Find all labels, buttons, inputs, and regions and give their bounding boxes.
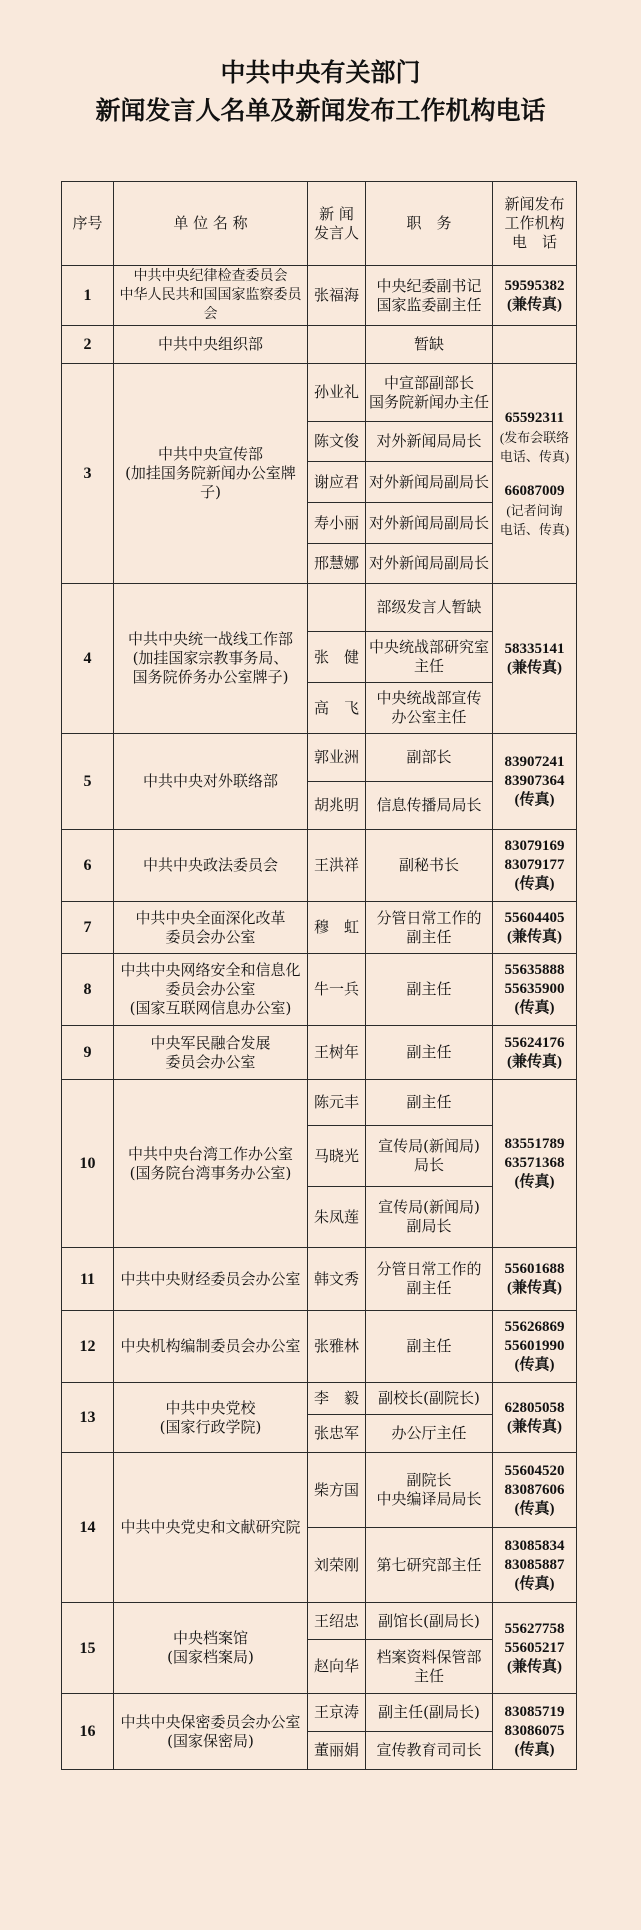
- spokesman-name: 李 毅: [308, 1383, 366, 1415]
- phone: [493, 1603, 577, 1694]
- phone: [493, 1248, 577, 1311]
- table-row: [62, 902, 577, 954]
- position: 办公厅主任: [366, 1415, 493, 1453]
- spokesman-name: 刘荣刚: [308, 1528, 366, 1603]
- phone-number: 83085834 83085887: [504, 1537, 565, 1573]
- row-no: 7: [62, 902, 114, 954]
- row-no: 6: [62, 830, 114, 902]
- position: 副主任: [366, 954, 493, 1026]
- spokesman-name: 王洪祥: [308, 830, 366, 902]
- position: 中央统战部研究室 主任: [366, 632, 493, 683]
- position: 宣传教育司司长: [366, 1732, 493, 1770]
- spokesman-name: 胡兆明: [308, 782, 366, 830]
- spokesman-name: 王绍忠: [308, 1603, 366, 1640]
- phone: [493, 1311, 577, 1383]
- row-no: 4: [62, 584, 114, 734]
- phone-note: (传真): [514, 1357, 555, 1373]
- spokesman-name: 王京涛: [308, 1694, 366, 1732]
- spokesman-name: 孙业礼: [308, 364, 366, 422]
- phone-note: (兼传真): [507, 1053, 562, 1070]
- phone-number: 62805058: [504, 1399, 565, 1416]
- row-no: 5: [62, 734, 114, 830]
- position: 对外新闻局副局长: [366, 544, 493, 584]
- position: 暂缺: [366, 326, 493, 364]
- phone: [493, 1453, 577, 1528]
- spokesman-name: 赵向华: [308, 1640, 366, 1694]
- table-row: [62, 584, 577, 632]
- unit-name: 中共中央台湾工作办公室 (国务院台湾事务办公室): [114, 1080, 308, 1248]
- phone: [493, 1694, 577, 1770]
- phone-number: 59595382: [504, 277, 565, 294]
- row-no: 10: [62, 1080, 114, 1248]
- phone-number: 55627758 55605217: [504, 1620, 565, 1656]
- title-line-2: 新闻发言人名单及新闻发布工作机构电话: [95, 96, 546, 125]
- table-header-row: [62, 182, 577, 266]
- table-row: [62, 266, 577, 326]
- table-row: [62, 326, 577, 364]
- phone: [493, 326, 577, 364]
- table-row: [62, 1311, 577, 1383]
- phone-number: 55626869 55601990: [504, 1319, 565, 1354]
- phone-note: (传真): [514, 1575, 555, 1592]
- position: 分管日常工作的 副主任: [366, 902, 493, 954]
- position: 分管日常工作的 副主任: [366, 1248, 493, 1311]
- phone: [493, 830, 577, 902]
- spokesman-name: 张忠军: [308, 1415, 366, 1453]
- unit-name: 中共中央全面深化改革 委员会办公室: [114, 902, 308, 954]
- header-unit: 单 位 名 称: [114, 182, 308, 266]
- table-row: [62, 734, 577, 782]
- phone-note: (传真): [514, 1500, 555, 1517]
- phone-note: (传真): [514, 792, 555, 808]
- header-no: 序号: [62, 182, 114, 266]
- unit-name: 中共中央组织部: [114, 326, 308, 364]
- row-no: 2: [62, 326, 114, 364]
- position: 中宣部副部长 国务院新闻办主任: [366, 364, 493, 422]
- phone-number: 55624176: [504, 1034, 565, 1051]
- spokesman-table: [61, 181, 577, 1770]
- position: 副主任: [366, 1311, 493, 1383]
- table-row: [62, 1603, 577, 1640]
- spokesman-name: 郭业洲: [308, 734, 366, 782]
- position: 副院长 中央编译局局长: [366, 1453, 493, 1528]
- position: 副主任: [366, 1080, 493, 1126]
- phone: [493, 734, 577, 830]
- row-no: 12: [62, 1311, 114, 1383]
- position: 副秘书长: [366, 830, 493, 902]
- position: 副主任(副局长): [366, 1694, 493, 1732]
- phone: [493, 902, 577, 954]
- phone: [493, 364, 577, 584]
- phone: [493, 1528, 577, 1603]
- table-row: [62, 364, 577, 422]
- position: 中央纪委副书记 国家监委副主任: [366, 266, 493, 326]
- position: 宣传局(新闻局) 局长: [366, 1126, 493, 1187]
- row-no: 13: [62, 1383, 114, 1453]
- title-line-1: 中共中央有关部门: [220, 58, 421, 87]
- spokesman-name: 谢应君: [308, 462, 366, 503]
- table-row: [62, 954, 577, 1026]
- position: 中央统战部宣传 办公室主任: [366, 683, 493, 734]
- unit-name: 中共中央宣传部 (加挂国务院新闻办公室牌子): [114, 364, 308, 584]
- table-row: [62, 1080, 577, 1126]
- unit-name: 中央档案馆 (国家档案局): [114, 1603, 308, 1694]
- spokesman-name: [308, 326, 366, 364]
- unit-name: 中共中央纪律检查委员会 中华人民共和国国家监察委员会: [114, 266, 308, 326]
- spokesman-name: 柴方国: [308, 1453, 366, 1528]
- phone-number: 65592311: [504, 409, 565, 426]
- phone-note: (传真): [514, 1742, 555, 1758]
- row-no: 8: [62, 954, 114, 1026]
- spokesman-name: 陈文俊: [308, 422, 366, 462]
- table-row: [62, 1248, 577, 1311]
- unit-name: 中共中央统一战线工作部 (加挂国家宗教事务局、 国务院侨务办公室牌子): [114, 584, 308, 734]
- spokesman-name: [308, 584, 366, 632]
- phone-note: (兼传真): [507, 296, 562, 313]
- position: 部级发言人暂缺: [366, 584, 493, 632]
- phone: [493, 1080, 577, 1248]
- table-row: [62, 830, 577, 902]
- spokesman-name: 邢慧娜: [308, 544, 366, 584]
- row-no: 3: [62, 364, 114, 584]
- row-no: 11: [62, 1248, 114, 1311]
- spokesman-name: 张福海: [308, 266, 366, 326]
- spokesman-name: 陈元丰: [308, 1080, 366, 1126]
- phone-number: 55604405: [504, 909, 565, 926]
- unit-name: 中央军民融合发展 委员会办公室: [114, 1026, 308, 1080]
- spokesman-name: 朱凤莲: [308, 1187, 366, 1248]
- spokesman-name: 高 飞: [308, 683, 366, 734]
- table-row: [62, 1383, 577, 1415]
- row-no: 14: [62, 1453, 114, 1603]
- position: 对外新闻局副局长: [366, 462, 493, 503]
- row-no: 15: [62, 1603, 114, 1694]
- row-no: 16: [62, 1694, 114, 1770]
- phone: [493, 1383, 577, 1453]
- position: 副馆长(副局长): [366, 1603, 493, 1640]
- unit-name: 中共中央对外联络部: [114, 734, 308, 830]
- phone-note: (发布会联络 电话、传真): [499, 429, 570, 464]
- phone-number: 66087009: [504, 482, 565, 499]
- phone-note: (传真): [514, 876, 555, 892]
- position: 副校长(副院长): [366, 1383, 493, 1415]
- spokesman-name: 王树年: [308, 1026, 366, 1080]
- unit-name: 中共中央政法委员会: [114, 830, 308, 902]
- row-no: 9: [62, 1026, 114, 1080]
- page-title: [0, 0, 641, 130]
- unit-name: 中共中央保密委员会办公室 (国家保密局): [114, 1694, 308, 1770]
- position: 宣传局(新闻局) 副局长: [366, 1187, 493, 1248]
- unit-name: 中共中央党校 (国家行政学院): [114, 1383, 308, 1453]
- position: 档案资料保管部 主任: [366, 1640, 493, 1694]
- unit-name: 中共中央党史和文献研究院: [114, 1453, 308, 1603]
- phone-number: 55635888 55635900: [504, 962, 565, 997]
- row-no: 1: [62, 266, 114, 326]
- spokesman-name: 寿小丽: [308, 503, 366, 544]
- header-position: 职 务: [366, 182, 493, 266]
- phone-number: 83551789 63571368: [504, 1136, 565, 1171]
- phone: [493, 1026, 577, 1080]
- position: 信息传播局局长: [366, 782, 493, 830]
- position: 第七研究部主任: [366, 1528, 493, 1603]
- phone: [493, 266, 577, 326]
- position: 副部长: [366, 734, 493, 782]
- phone-number: 83085719 83086075: [504, 1704, 565, 1739]
- position: 副主任: [366, 1026, 493, 1080]
- unit-name: 中共中央网络安全和信息化 委员会办公室 (国家互联网信息办公室): [114, 954, 308, 1026]
- phone-note: (兼传真): [507, 1280, 562, 1296]
- position: 对外新闻局局长: [366, 422, 493, 462]
- phone: [493, 584, 577, 734]
- table-row: [62, 1453, 577, 1528]
- phone-number: 83079169 83079177: [504, 838, 565, 873]
- phone: [493, 954, 577, 1026]
- phone-note: (兼传真): [507, 1418, 562, 1435]
- spokesman-name: 张雅林: [308, 1311, 366, 1383]
- spokesman-name: 张 健: [308, 632, 366, 683]
- unit-name: 中央机构编制委员会办公室: [114, 1311, 308, 1383]
- table-row: [62, 1694, 577, 1732]
- header-phone: 新闻发布 工作机构 电 话: [493, 182, 577, 266]
- phone-note: (记者问询 电话、传真): [499, 502, 570, 537]
- phone-note: (兼传真): [507, 659, 562, 676]
- spokesman-name: 牛一兵: [308, 954, 366, 1026]
- spokesman-name: 穆 虹: [308, 902, 366, 954]
- phone-number: 55601688: [504, 1261, 565, 1277]
- phone-number: 83907241 83907364: [504, 754, 565, 789]
- spokesman-name: 董丽娟: [308, 1732, 366, 1770]
- phone-note: (兼传真): [507, 1658, 562, 1675]
- spokesman-name: 韩文秀: [308, 1248, 366, 1311]
- phone-number: 55604520 83087606: [504, 1462, 565, 1498]
- position: 对外新闻局副局长: [366, 503, 493, 544]
- unit-name: 中共中央财经委员会办公室: [114, 1248, 308, 1311]
- phone-note: (传真): [514, 1000, 555, 1016]
- header-spokesman: 新 闻 发言人: [308, 182, 366, 266]
- spokesman-name: 马晓光: [308, 1126, 366, 1187]
- phone-number: 58335141: [504, 640, 565, 657]
- table-row: [62, 1026, 577, 1080]
- phone-note: (兼传真): [507, 928, 562, 945]
- phone-note: (传真): [514, 1174, 555, 1190]
